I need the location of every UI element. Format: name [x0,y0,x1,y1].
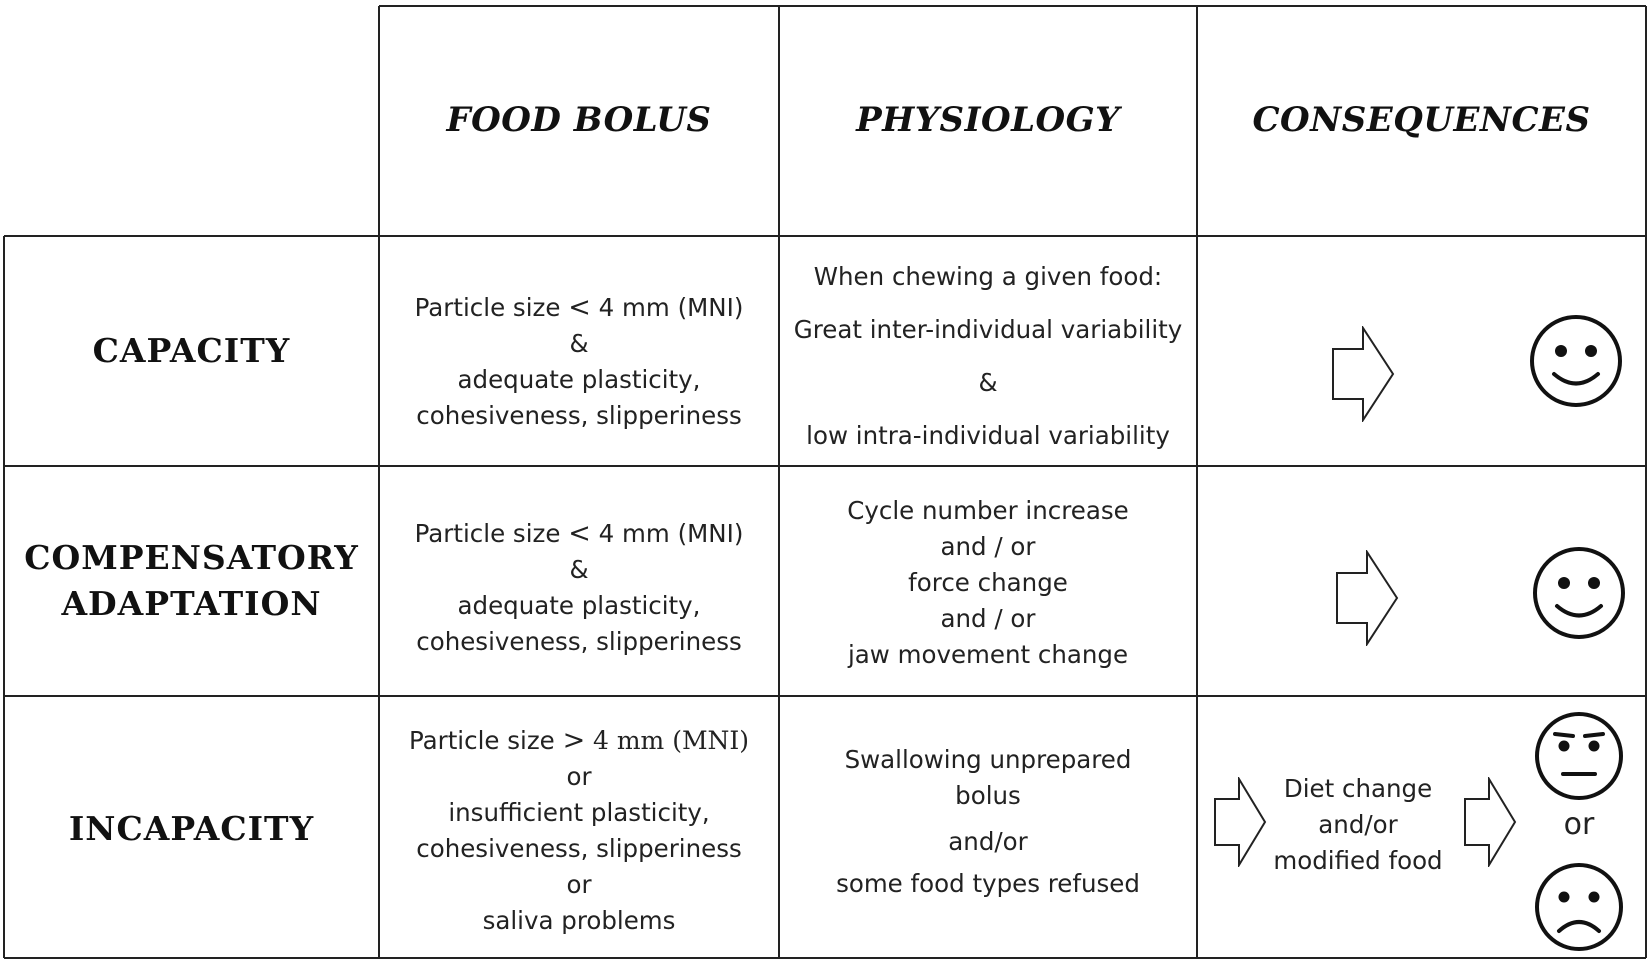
compensatory-physiology-cell [779,493,1197,673]
compensatory-physiology-line5: jaw movement change [847,640,1129,669]
right-arrow-icon [1335,550,1401,646]
row-label-compensatory [4,535,379,627]
smiley-face-icon [1531,545,1627,641]
capacity-bolus-line3: adequate plasticity, [457,365,701,394]
size-value: 4 mm (MNI) [598,519,744,548]
compensatory-physiology-line2: and / or [940,532,1036,561]
right-arrow-icon [1463,777,1519,867]
particle-size-label: Particle size [408,726,555,755]
capacity-bolus-line4: cohesiveness, slipperiness [416,401,742,430]
capacity-bolus-cell [379,290,779,434]
capacity-bolus-line2: & [569,329,589,358]
incapacity-physiology-line2: bolus [955,781,1021,810]
neutral-face-icon [1533,710,1625,802]
compensatory-physiology-line4: and / or [940,604,1036,633]
row-label-compensatory-line1: COMPENSATORY [24,538,359,577]
row-label-incapacity: INCAPACITY [68,809,315,848]
capacity-bolus-line1 [379,290,779,326]
capacity-physiology-line2: Great inter-individual variability [793,315,1183,344]
capacity-physiology-line3: & [978,368,998,397]
capacity-physiology-line1: When chewing a given food: [813,262,1163,291]
capacity-physiology-line4: low intra-individual variability [806,421,1170,450]
right-arrow-icon [1331,326,1397,422]
less-than-sign: < [568,292,591,323]
greater-than-sign: > [562,725,586,756]
incapacity-bolus-line5: or [566,870,592,899]
incapacity-physiology-line3: and/or [948,827,1028,856]
compensatory-bolus-cell [379,516,779,660]
incapacity-physiology-cell [779,742,1197,902]
particle-size-label: Particle size [414,519,561,548]
compensatory-bolus-line2: & [569,555,589,584]
less-than-sign: < [568,518,591,549]
header-physiology: PHYSIOLOGY [856,100,1120,140]
compensatory-physiology-line3: force change [908,568,1068,597]
incapacity-consequence-text [1263,771,1453,879]
smiley-face-icon [1528,313,1624,409]
or-label: or [1563,807,1595,842]
diet-change-label: Diet change [1283,774,1433,803]
row-label-compensatory-line2: ADAPTATION [61,584,322,623]
incapacity-bolus-line1 [379,723,779,759]
capacity-physiology-cell [779,250,1197,462]
incapacity-bolus-line3: insufficient plasticity, [448,798,710,827]
incapacity-bolus-line2: or [566,762,592,791]
compensatory-bolus-line4: cohesiveness, slipperiness [416,627,742,656]
size-value: 4 mm (MNI) [598,293,744,322]
modified-food-label: modified food [1273,846,1443,875]
compensatory-bolus-line3: adequate plasticity, [457,591,701,620]
row-label-capacity: CAPACITY [92,331,291,370]
size-value: 4 mm (MNI) [592,726,750,755]
incapacity-physiology-line1: Swallowing unprepared [844,745,1132,774]
header-consequences: CONSEQUENCES [1252,100,1591,140]
compensatory-bolus-line1 [379,516,779,552]
incapacity-bolus-line6: saliva problems [482,906,676,935]
particle-size-label: Particle size [414,293,561,322]
incapacity-physiology-line4: some food types refused [836,869,1140,898]
right-arrow-icon [1213,777,1269,867]
incapacity-bolus-line4: cohesiveness, slipperiness [416,834,742,863]
incapacity-bolus-cell [379,723,779,939]
compensatory-physiology-line1: Cycle number increase [847,496,1129,525]
header-food-bolus: FOOD BOLUS [446,100,712,140]
and-or-label: and/or [1318,810,1398,839]
sad-face-icon [1533,861,1625,953]
